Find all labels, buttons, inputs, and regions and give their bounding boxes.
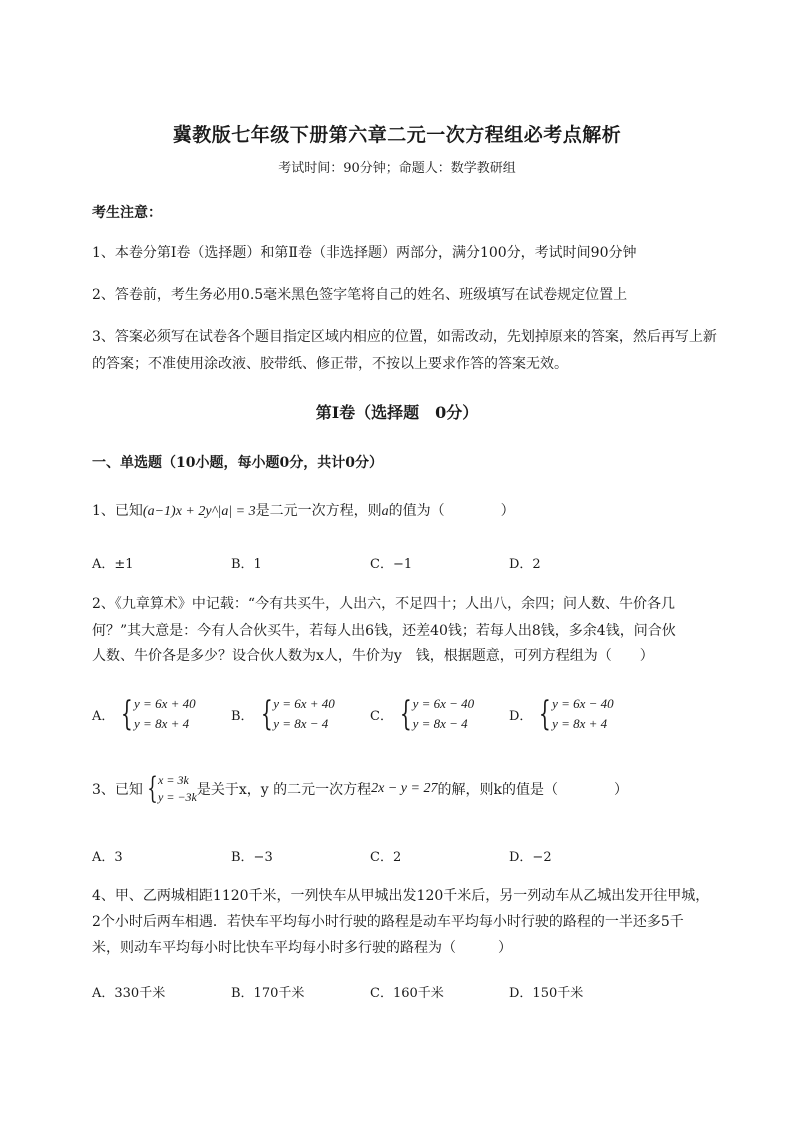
option-label: B． [231,708,254,724]
question-1-prefix: 1、已知 [92,503,143,519]
question-2-line: 2、《九章算术》中记载：“今有共买牛，人出六，不足四十；人出八，余四；问人数、牛价各几 [92,596,676,612]
question-1-var: a [381,504,389,519]
brace-icon: { [539,694,552,734]
option-b[interactable]: B．1 [231,557,262,572]
option-b[interactable]: B．170千米 [231,986,305,1001]
equation: y = 6x − 40 [412,696,475,711]
option-d[interactable]: D．150千米 [509,986,584,1001]
question-3-suffix: 的解，则k的值是（ ） [437,782,628,798]
part-heading: 一、单选题（10小题，每小题0分，共计0分） [92,455,383,471]
option-label: A． [92,708,115,724]
notice-item: 2、答卷前，考生务必用0.5毫米黑色签字笔将自己的姓名、班级填写在试卷规定位置上 [92,287,628,303]
option-a[interactable]: A．3 [92,850,123,865]
equation: y = 8x − 4 [273,716,329,731]
option-d[interactable] [509,694,614,734]
option-label: C． [370,708,393,724]
question-4-line: 米，则动车平均每小时比快车平均每小时多行驶的路程为（ ） [92,940,512,956]
option-c[interactable] [370,694,474,734]
option-a[interactable] [92,694,196,734]
option-b[interactable] [231,694,335,734]
notice-item: 3、答案必须写在试卷各个题目指定区域内相应的位置，如需改动，先划掉原来的答案，然后再写上新 [92,329,717,345]
question-3-middle: 是关于x，y 的二元一次方程 [196,782,372,798]
question-3-equation: 2x − y = 27 [371,781,438,796]
page-title: 冀教版七年级下册第六章二元一次方程组必考点解析 [172,124,622,146]
question-4-line: 2个小时后两车相遇．若快车平均每小时行驶的路程是动车平均每小时行驶的路程的一半还多5千 [92,914,684,930]
option-b[interactable]: B．−3 [231,850,273,865]
option-a[interactable]: A．330千米 [92,986,166,1001]
question-1-middle: 是二元一次方程，则 [255,503,382,519]
question-2-line: 人数、牛价各是多少？设合伙人数为x人，牛价为y 钱，根据题意，可列方程组为（ ） [92,648,654,664]
notice-item: 1、本卷分第I卷（选择题）和第Ⅱ卷（非选择题）两部分，满分100分，考试时间90分钟 [92,245,637,261]
question-1-suffix: 的值为（ ） [388,503,515,519]
equation: x = 3k [158,773,189,787]
question-1 [92,500,515,520]
option-c[interactable]: C．−1 [370,557,413,572]
equation: y = 8x − 4 [412,716,468,731]
section-title: 第I卷（选择题 0分） [315,403,479,422]
option-a[interactable]: A．±1 [92,557,134,572]
equation: y = 8x + 4 [552,716,608,731]
equation: y = 6x + 40 [273,696,335,711]
question-4-line: 4、甲、乙两城相距1120千米，一列快车从甲城出发120千米后，另一列动车从乙城出发开往甲城， [92,888,710,904]
brace-icon: { [260,694,273,734]
notice-heading: 考生注意： [92,205,162,221]
option-d[interactable]: D．−2 [509,850,552,865]
brace-icon: { [399,694,412,734]
equation: y = 6x − 40 [552,696,614,711]
question-3-system [143,772,197,806]
equation: y = 6x + 40 [134,696,196,711]
option-d[interactable]: D．2 [509,557,541,572]
question-2-line: 何？”其大意是：今有人合伙买牛，若每人出6钱，还差40钱；若每人出8钱，多余4钱，问合伙 [92,623,676,639]
question-3 [92,772,628,806]
brace-icon: { [121,694,134,734]
option-c[interactable]: C．2 [370,850,402,865]
brace-icon: { [147,771,158,806]
question-3-prefix: 3、已知 [92,782,143,798]
exam-info: 考试时间：90分钟；命题人：数学教研组 [278,161,516,176]
question-1-equation: (a−1)x + 2y^|a| = 3 [142,504,256,519]
equation: y = 8x + 4 [134,716,190,731]
notice-item: 的答案；不准使用涂改液、胶带纸、修正带，不按以上要求作答的答案无效。 [92,356,568,372]
option-label: D． [509,708,533,724]
option-c[interactable]: C．160千米 [370,986,444,1001]
equation: y = −3k [158,790,197,804]
